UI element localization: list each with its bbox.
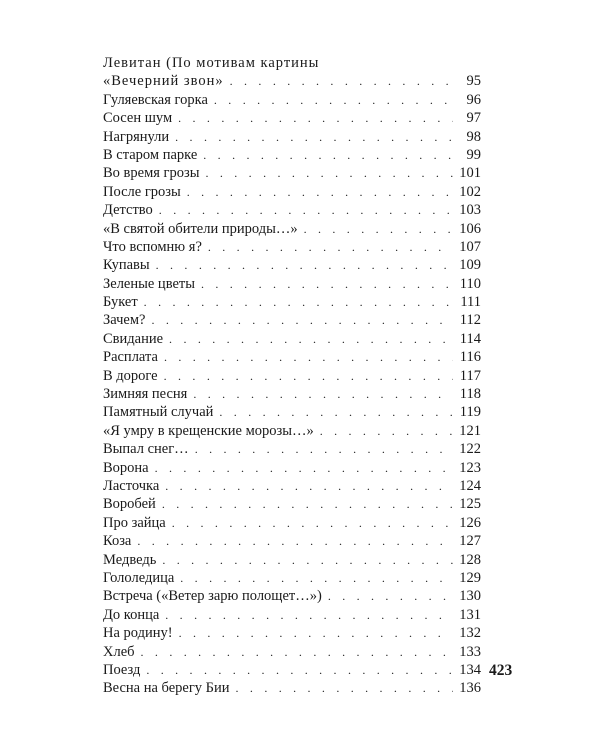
toc-entry <box>103 679 481 697</box>
dot-leader <box>219 403 453 421</box>
dot-leader <box>164 348 453 366</box>
toc-entry-page: 128 <box>459 551 481 568</box>
toc-entry-title: На родину! <box>103 625 173 642</box>
toc-entry-title: Хлеб <box>103 643 135 660</box>
toc-entry-page: 130 <box>459 588 481 605</box>
toc-entry-title: Ласточка <box>103 478 160 494</box>
toc-entry-title: Нагрянули <box>103 128 170 145</box>
toc-entry-page: 136 <box>459 680 481 697</box>
toc-entry-title: Выпал снег… <box>103 441 189 458</box>
toc-entry <box>103 440 481 458</box>
toc-entry-page: 132 <box>459 625 481 642</box>
toc-entry-title: Сосен шум <box>103 110 173 127</box>
toc-entry <box>103 330 481 348</box>
toc-entry-title: Зачем? <box>103 312 146 329</box>
toc-entry <box>103 551 481 569</box>
toc-entry-title: Детство <box>103 202 153 219</box>
dot-leader <box>155 459 453 477</box>
toc-entry-title: После грозы <box>103 183 181 200</box>
toc-entry <box>103 109 481 127</box>
dot-leader <box>144 293 453 311</box>
toc-entry-title: Гуляевская горка <box>103 91 208 108</box>
toc-entry-title: В старом парке <box>103 146 198 163</box>
toc-entry-title: «Вечерний звон» <box>103 73 224 90</box>
dot-leader <box>159 201 453 219</box>
toc-entry-page: 126 <box>459 514 481 531</box>
toc-entry-title: Поезд <box>103 661 141 678</box>
dot-leader <box>178 109 453 127</box>
toc-entry <box>103 293 481 311</box>
page-number: 423 <box>489 662 513 679</box>
dot-leader <box>179 624 453 642</box>
toc-entry-title: Купавы <box>103 257 150 274</box>
toc-entry <box>103 514 481 532</box>
toc-entry-page: 123 <box>459 459 481 476</box>
toc-entry <box>103 238 481 256</box>
toc-entry-title: Букет <box>103 294 138 311</box>
toc-entry <box>103 220 481 238</box>
toc-entry-page: 131 <box>459 606 481 623</box>
toc-entry-title: Встреча («Ветер зарю полощет…») <box>103 588 322 605</box>
toc-entry-page: 133 <box>459 643 481 660</box>
toc-entry-page: 103 <box>459 202 481 219</box>
toc-entry-title: Гололедица <box>103 569 175 586</box>
toc-entry <box>103 385 481 403</box>
dot-leader <box>193 385 453 403</box>
toc-entry-page: 111 <box>460 294 481 311</box>
dot-leader <box>156 256 453 274</box>
toc-entry-page: 102 <box>459 183 481 200</box>
dot-leader <box>165 606 453 624</box>
toc-entry <box>103 495 481 513</box>
toc-entry <box>103 183 481 201</box>
toc-entry <box>103 348 481 366</box>
dot-leader <box>164 367 453 385</box>
toc-entry <box>103 91 481 109</box>
dot-leader <box>162 495 453 513</box>
toc-entry-page: 106 <box>459 220 481 237</box>
toc-entry <box>103 661 481 679</box>
dot-leader <box>230 72 453 90</box>
dot-leader <box>328 587 453 605</box>
toc-entry-title: Коза <box>103 533 132 550</box>
toc-entry <box>103 256 481 274</box>
dot-leader <box>320 422 453 440</box>
toc-entry-title: Памятный случай <box>103 404 214 421</box>
toc-entry-page: 116 <box>459 349 481 366</box>
toc-entry-page: 119 <box>459 404 481 421</box>
toc-entry-page: 97 <box>466 110 481 127</box>
toc-entry-title: «Я умру в крещенские морозы…» <box>103 422 314 439</box>
toc-entry-title: Зимняя песня <box>103 386 188 403</box>
toc-entry-page: 118 <box>459 386 481 403</box>
toc-entry <box>103 164 481 182</box>
toc-entry-title: Воробей <box>103 496 156 513</box>
toc-heading-line: Левитан (По мотивам картины <box>103 55 320 71</box>
toc-entry <box>103 311 481 329</box>
dot-leader <box>187 183 453 201</box>
toc-entry-page: 96 <box>466 91 481 108</box>
toc-entry-page: 134 <box>459 661 481 678</box>
toc-entry-title: Что вспомню я? <box>103 238 202 255</box>
toc-entry-page: 109 <box>459 257 481 274</box>
toc-entry <box>103 72 481 90</box>
dot-leader <box>169 330 453 348</box>
toc-entry <box>103 569 481 587</box>
dot-leader <box>180 569 453 587</box>
toc-entry-page: 107 <box>459 238 481 255</box>
dot-leader <box>236 679 453 697</box>
toc-entry <box>103 146 481 164</box>
toc-entry-page: 110 <box>459 275 481 292</box>
toc-entry <box>103 477 481 495</box>
toc-entry-page: 95 <box>466 73 481 90</box>
toc-entry-page: 112 <box>459 312 481 329</box>
toc-entry-page: 121 <box>459 422 481 439</box>
toc-entry <box>103 606 481 624</box>
toc-entry-title: Про зайца <box>103 514 166 531</box>
dot-leader <box>195 440 453 458</box>
toc-entry-page: 124 <box>459 478 481 494</box>
toc-entry-page: 98 <box>466 128 481 145</box>
dot-leader <box>208 238 453 256</box>
toc-entry <box>103 643 481 661</box>
toc-entry-title: Весна на берегу Бии <box>103 680 230 697</box>
toc-entry-title: Свидание <box>103 330 164 347</box>
dot-leader <box>165 477 453 495</box>
dot-leader <box>214 91 453 109</box>
toc-entry-page: 101 <box>459 165 481 182</box>
dot-leader <box>151 311 453 329</box>
toc-entry-page: 127 <box>459 533 481 550</box>
dot-leader <box>175 128 453 146</box>
toc-entry <box>103 422 481 440</box>
dot-leader <box>304 220 453 238</box>
toc-entry <box>103 275 481 293</box>
toc-entry-title: До конца <box>103 606 160 623</box>
toc-entry-page: 122 <box>459 441 481 458</box>
toc-entry-title: В дороге <box>103 367 158 384</box>
toc-entry-page: 129 <box>459 569 481 586</box>
dot-leader <box>203 146 453 164</box>
toc-entry-title: Во время грозы <box>103 165 200 182</box>
table-of-contents <box>103 54 481 698</box>
toc-entry-title: Медведь <box>103 551 157 568</box>
dot-leader <box>141 643 453 661</box>
toc-entry-page: 114 <box>459 330 481 347</box>
toc-entry <box>103 367 481 385</box>
dot-leader <box>162 551 453 569</box>
dot-leader <box>201 275 453 293</box>
toc-entry-title: «В святой обители природы…» <box>103 220 298 237</box>
toc-entry-page: 117 <box>459 367 481 384</box>
dot-leader <box>146 661 453 679</box>
toc-entry <box>103 459 481 477</box>
toc-entry-title: Зеленые цветы <box>103 275 195 292</box>
toc-entry-page: 99 <box>466 146 481 163</box>
toc-entry <box>103 532 481 550</box>
toc-entry-title: Расплата <box>103 349 158 366</box>
dot-leader <box>205 164 453 182</box>
dot-leader <box>172 514 453 532</box>
toc-entry <box>103 403 481 421</box>
dot-leader <box>137 532 453 550</box>
toc-entry <box>103 624 481 642</box>
toc-entry <box>103 201 481 219</box>
toc-entry <box>103 128 481 146</box>
toc-entry-page: 125 <box>459 496 481 513</box>
toc-entry <box>103 587 481 605</box>
toc-entry-title: Ворона <box>103 459 149 476</box>
toc-rows <box>103 72 481 697</box>
